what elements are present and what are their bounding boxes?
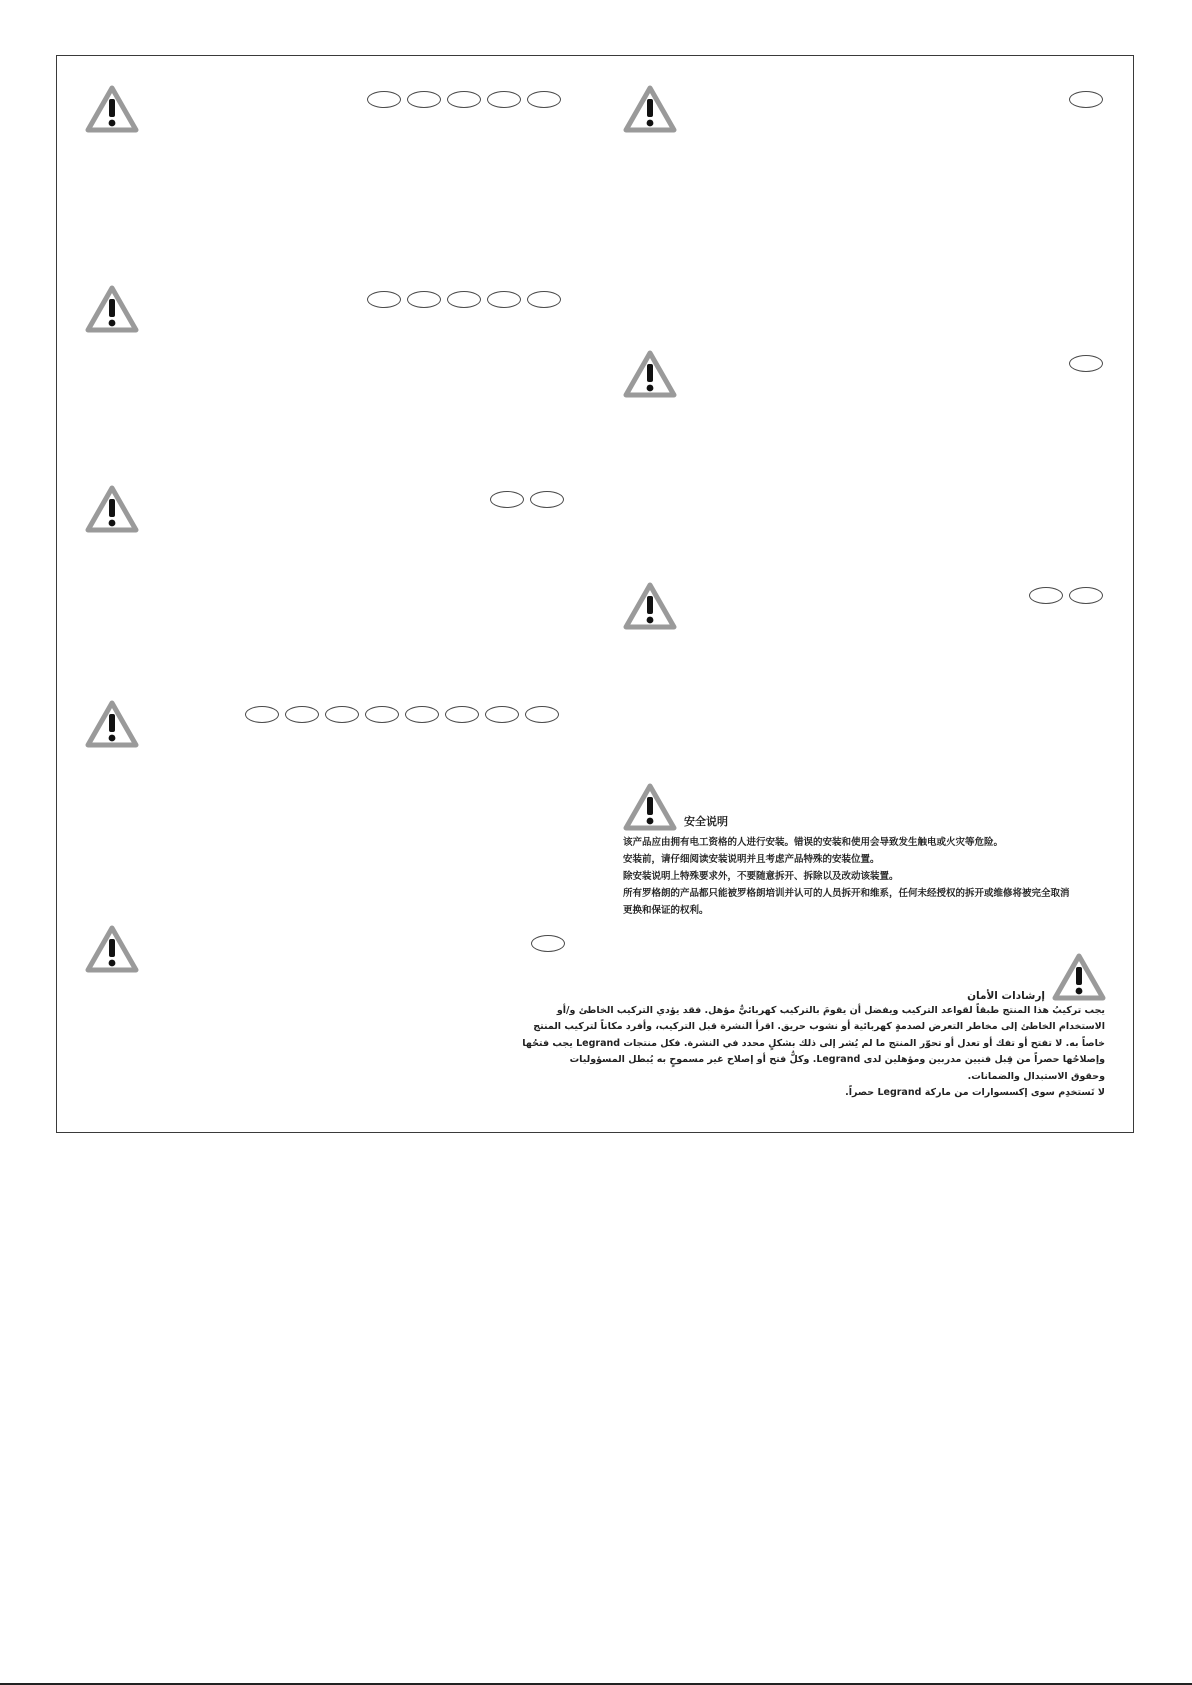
warning-triangle-icon xyxy=(85,700,139,748)
language-badge-icon xyxy=(447,91,481,108)
language-badge-icon xyxy=(530,491,564,508)
language-badge-icon xyxy=(285,706,319,723)
language-badges xyxy=(1069,355,1103,372)
warning-triangle-icon xyxy=(85,485,139,533)
language-badge-icon xyxy=(525,706,559,723)
warning-triangle-icon xyxy=(85,925,139,973)
arabic-safety-line: الاستخدام الخاطئ إلى مخاطر التعرض لصدمةٍ كهربائية أو نشوب حريق. اقرأ النشرة قبل التركيب، وأفرد مكاناً لتركيب المنتج xyxy=(533,1021,1105,1033)
language-badge-icon xyxy=(487,291,521,308)
language-badge-icon xyxy=(367,91,401,108)
document-frame xyxy=(56,55,1134,1133)
language-badge-icon xyxy=(407,91,441,108)
arabic-safety-text xyxy=(522,1003,1105,1101)
chinese-safety-text xyxy=(623,834,1103,919)
language-badges xyxy=(490,491,564,508)
language-badge-icon xyxy=(447,291,481,308)
warning-triangle-icon xyxy=(85,85,139,133)
language-badge-icon xyxy=(1069,355,1103,372)
language-badge-icon xyxy=(527,291,561,308)
warning-triangle-icon xyxy=(623,350,677,398)
language-badges xyxy=(531,935,565,952)
arabic-safety-line: يجب تركيبُ هذا المنتج طبقاً لقواعد التركيب ويفضل أن يقومَ بالتركيب كهربائيٌّ مؤهل. فقد يؤدي التركيب الخاطئ و/أو xyxy=(556,1005,1105,1016)
arabic-safety-line: خاصاً به. لا تفتح أو تفك أو تعدل أو تحوّر المنتج ما لم يُشر إلى ذلك بشكلٍ محدد في النشرة. فكل منتجات Legrand يجب فتحُها xyxy=(522,1037,1105,1049)
language-badge-icon xyxy=(490,491,524,508)
chinese-safety-line: 该产品应由拥有电工资格的人进行安装。错误的安装和使用会导致发生触电或火灾等危险。 xyxy=(623,837,1004,848)
language-badge-icon xyxy=(487,91,521,108)
arabic-safety-line: وحقوق الاستبدال والضمانات. xyxy=(967,1070,1105,1082)
arabic-safety-line: لا تَستخدِم سوى إكسسوارات من ماركة Legrand حصراً. xyxy=(845,1087,1105,1099)
chinese-safety-line: 所有罗格朗的产品都只能被罗格朗培训并认可的人员拆开和维系，任何未经授权的拆开或维修将被完全取消 xyxy=(623,888,1070,899)
language-badge-icon xyxy=(325,706,359,723)
warning-triangle-icon xyxy=(1052,953,1106,1001)
language-badge-icon xyxy=(445,706,479,723)
language-badge-icon xyxy=(1069,91,1103,108)
language-badge-icon xyxy=(1029,587,1063,604)
language-badge-icon xyxy=(365,706,399,723)
language-badge-icon xyxy=(405,706,439,723)
language-badge-icon xyxy=(485,706,519,723)
warning-triangle-icon xyxy=(623,783,677,831)
warning-triangle-icon xyxy=(623,582,677,630)
chinese-safety-title: 安全说明 xyxy=(684,815,728,828)
language-badges xyxy=(1029,587,1103,604)
chinese-safety-line: 除安装说明上特殊要求外，不要随意拆开、拆除以及改动该装置。 xyxy=(623,871,899,882)
language-badges xyxy=(245,706,559,723)
chinese-safety-line: 更换和保证的权利。 xyxy=(623,905,709,916)
language-badges xyxy=(1069,91,1103,108)
language-badge-icon xyxy=(531,935,565,952)
arabic-safety-title: إرشادات الأمان xyxy=(967,990,1045,1002)
language-badges xyxy=(367,291,561,308)
warning-triangle-icon xyxy=(623,85,677,133)
language-badges xyxy=(367,91,561,108)
language-badge-icon xyxy=(245,706,279,723)
language-badge-icon xyxy=(367,291,401,308)
arabic-safety-line: وإصلاحُها حصراً من قِبل فنيين مدربين ومؤهلين لدى Legrand. وكلُّ فتح أو إصلاح غير مسموحٍ به يُبطل المسؤوليات xyxy=(569,1054,1105,1066)
warning-triangle-icon xyxy=(85,285,139,333)
language-badge-icon xyxy=(1069,587,1103,604)
chinese-safety-line: 安装前，请仔细阅读安装说明并且考虑产品特殊的安装位置。 xyxy=(623,854,880,865)
language-badge-icon xyxy=(407,291,441,308)
language-badge-icon xyxy=(527,91,561,108)
